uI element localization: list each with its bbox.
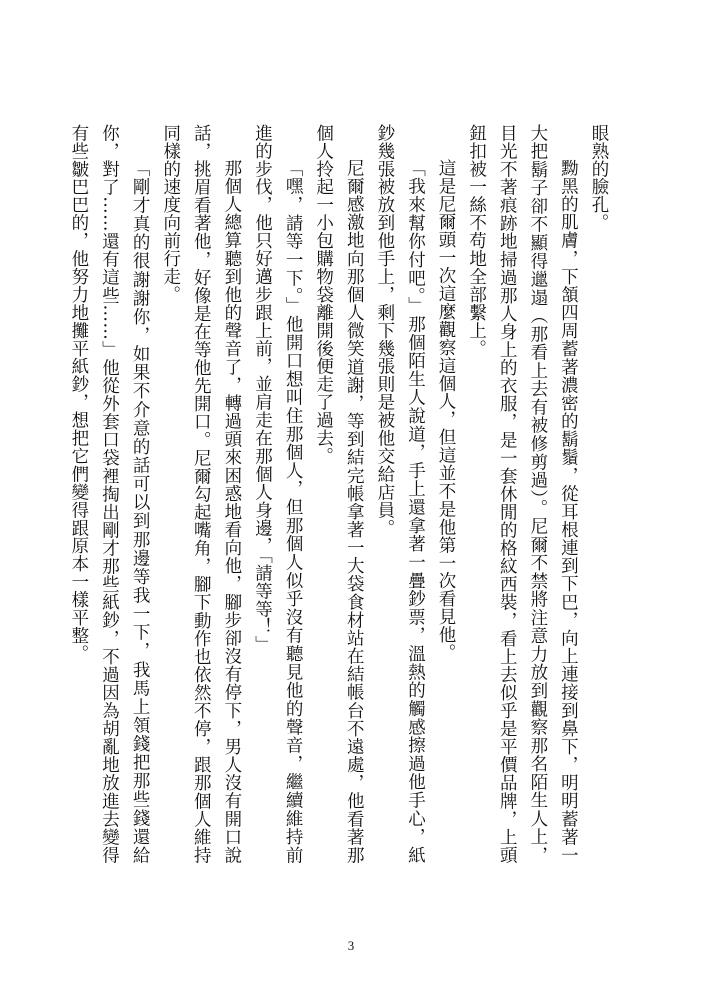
paragraph-4: 「我來幫你付吧。」那個陌生人說道，手上還拿著一疊鈔票，溫熱的觸感擦過他手心，紙鈔幾張被放到他手上，剩下幾張則是被他交給店員。 [374, 124, 426, 864]
paragraph-5: 尼爾感激地向那個人微笑道謝，等到結完帳拿著一大袋食材站在結帳台不遠處，他看著那個人拎起一小包購物袋離開後便走了過去。 [313, 124, 365, 864]
page-number: 3 [347, 938, 355, 953]
paragraph-7: 那個人總算聽到他的聲音了，轉過頭來困惑地看向他，腳步卻沒有停下，男人沒有開口說話，挑眉看著他，好像是在等他先開口。尼爾勾起嘴角，腳下動作也依然不停，跟那個人維持同樣的速度向前行走。 [160, 124, 242, 864]
vertical-text-body [68, 124, 614, 864]
paragraph-3: 這是尼爾頭一次這麼觀察這個人，但這並不是他第一次看見他。 [436, 159, 457, 662]
paragraph-6: 「嘿，請等一下。」他開口想叫住那個人，但那個人似乎沒有聽見他的聲音，繼續維持前進的步伐，他只好邁步跟上前，並肩走在那個人身邊，「請等等！」 [252, 124, 304, 864]
paragraph-8: 「剛才真的很謝謝你，如果不介意的話可以到那邊等我一下，我馬上領錢把那些錢還給你，對了……還有這些……」他從外套口袋裡掏出剛才那些紙鈔，不過因為胡亂地放進去變得有些皺巴巴的，他努力地攤平紙鈔，想把它們變得跟原本一樣平整。 [68, 124, 151, 864]
paragraph-1: 眼熟的臉孔。 [589, 124, 609, 232]
paragraph-2: 黝黑的肌膚，下頷四周蓄著濃密的鬍鬚，從耳根連到下巴，向上連接到鼻下，明明蓄著一大把鬍子卻不顯得邋遢（那看上去有被修剪過）。尼爾不禁將注意力放到觀察那名陌生人上，目光不著痕跡地掃過那人身上的衣服，是一套休閒的格紋西裝，看上去似乎是平價品牌，上頭鈕扣被一絲不苟地全部繫上。 [466, 124, 579, 864]
